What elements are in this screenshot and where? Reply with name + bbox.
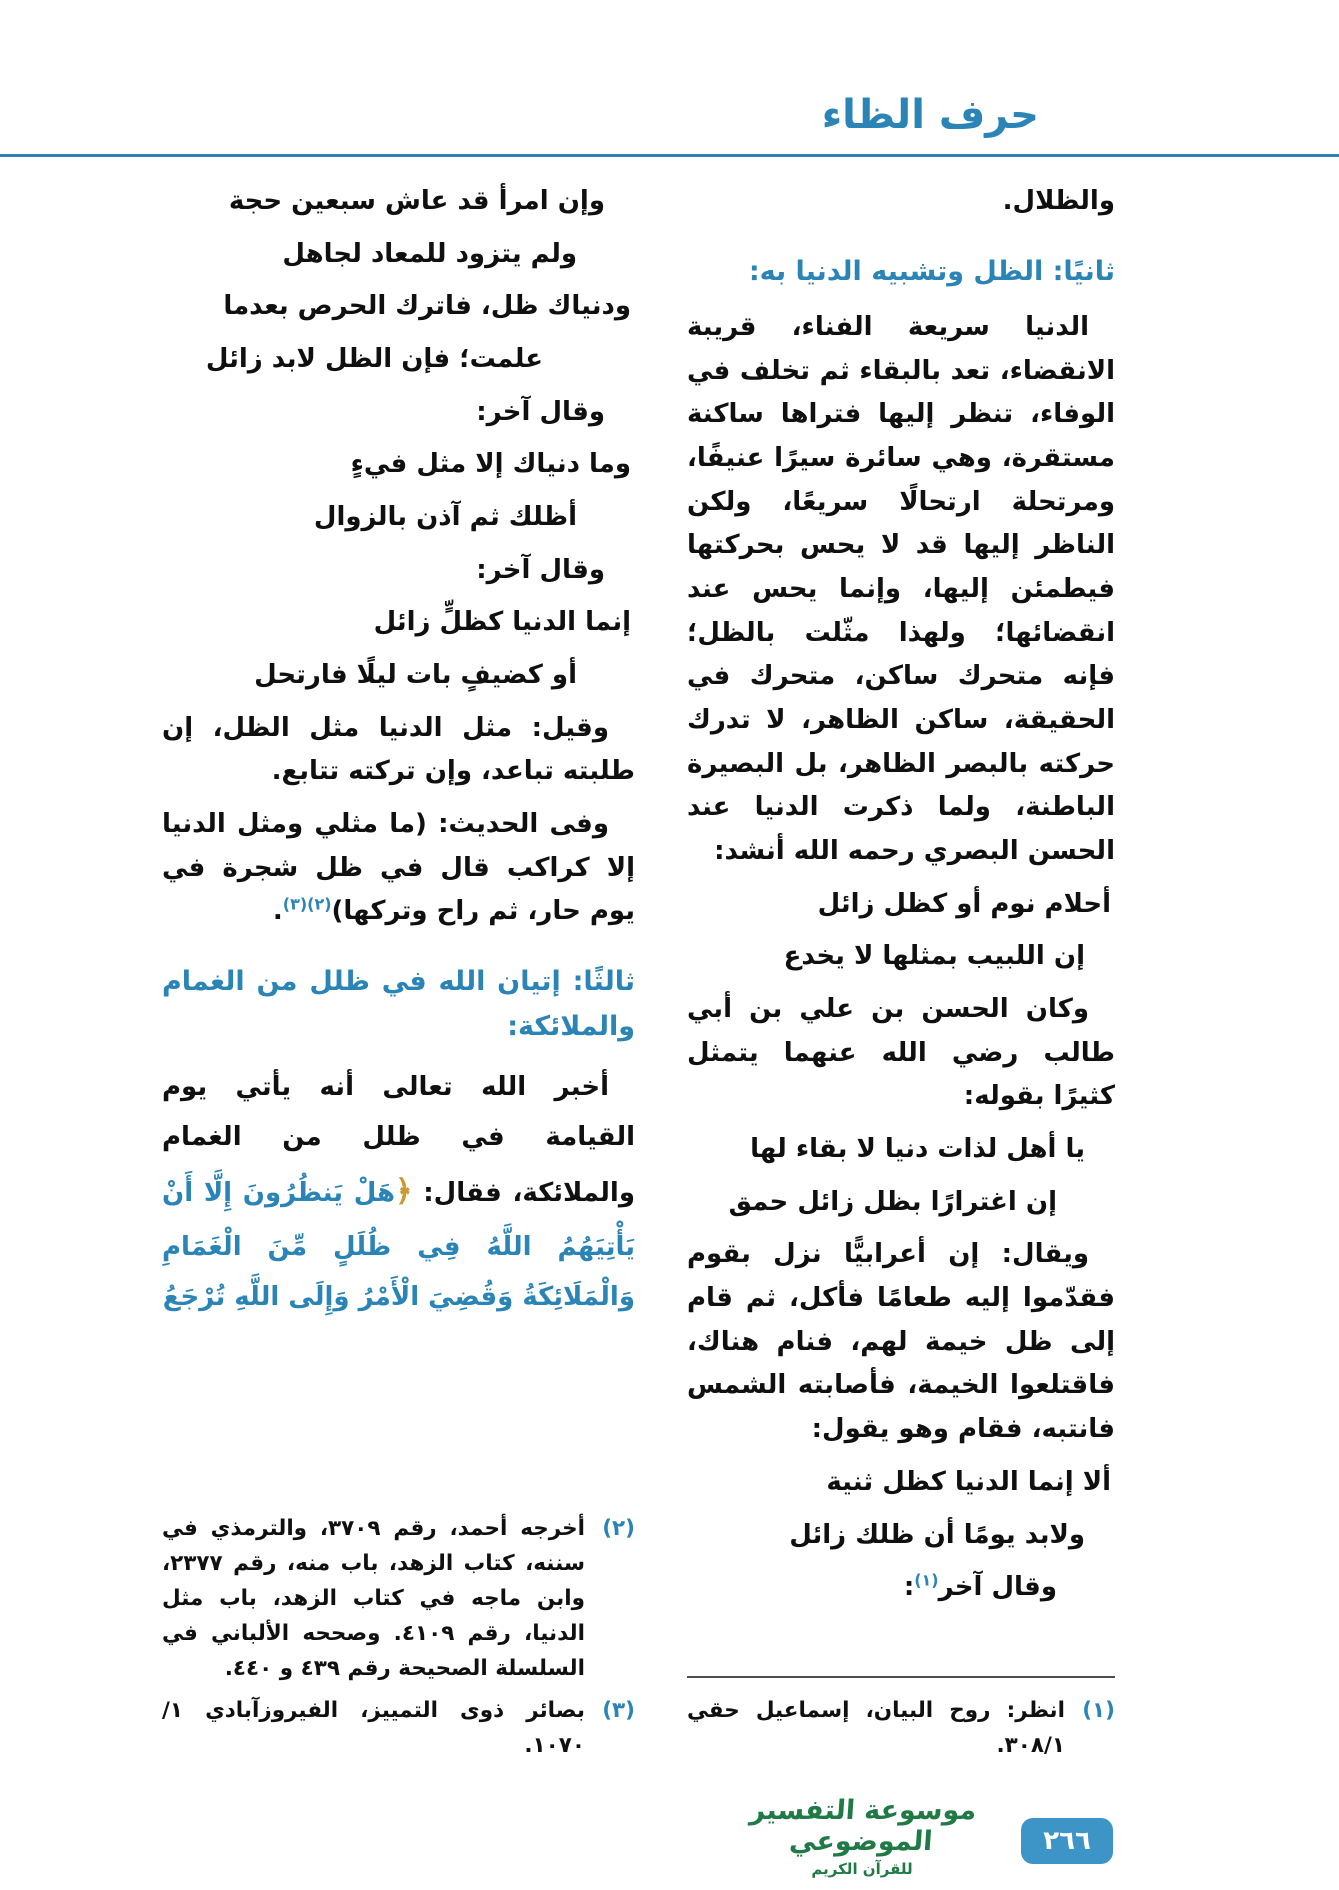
right-footnote-area — [687, 1676, 1115, 1772]
emblem-subtitle: للقرآن الكريم — [811, 1860, 913, 1878]
hadith-text: (ما مثلي ومثل الدنيا إلا كراكب قال في ظل شجرة في يوم حار، ثم راح وتركها) — [162, 809, 635, 927]
qala-akhar-colon: : — [903, 1572, 915, 1603]
header-divider — [0, 154, 1339, 157]
footnote-ref-1: (١) — [914, 1570, 939, 1590]
footnote-separator — [687, 1676, 1115, 1678]
footnote-item — [162, 1694, 635, 1764]
footnote-item — [687, 1694, 1115, 1764]
verse-line: ولابد يومًا أن ظلك زائل — [789, 1519, 1085, 1550]
qala-akhar-line — [687, 1566, 1115, 1610]
qala-akhar-text: وقال آخر — [938, 1572, 1057, 1603]
quran-paragraph — [162, 1062, 635, 1323]
verse-line: ولم يتزود للمعاد لجاهل — [282, 238, 577, 269]
continuation-paragraph: والظلال. — [1002, 186, 1115, 216]
section-heading-second: ثانيًا: الظل وتشبيه الدنيا به: — [748, 255, 1115, 287]
right-column — [687, 180, 1115, 1772]
verse-line: أظلك ثم آذن بالزوال — [313, 502, 577, 533]
verse-line: إن اغترارًا بظل زائل حمق — [728, 1186, 1057, 1217]
footnote-item — [162, 1512, 635, 1686]
hadith-paragraph — [162, 803, 635, 934]
verse-line: أحلام نوم أو كظل زائل — [817, 888, 1111, 919]
verse-line: إن اللبيب بمثلها لا يخدع — [783, 941, 1085, 972]
qala-akhar-line: وقال آخر: — [476, 396, 605, 427]
left-column — [162, 180, 635, 1772]
left-footnote-area — [162, 1512, 635, 1772]
section-heading-third: ثالثًا: إتيان الله في ظلل من الغمام والملائكة: — [162, 966, 635, 1043]
footnote-text: انظر: روح البيان، إسماعيل حقي ٣٠٨/١. — [687, 1698, 1065, 1759]
body-paragraph: وقيل: مثل الدنيا مثل الظل، إن طلبته تباعد، وإن تركته تتابع. — [162, 712, 635, 787]
footnote-marker: (٢) — [602, 1516, 635, 1542]
body-paragraph: ويقال: إن أعرابيًّا نزل بقوم فقدّموا إليه طعامًا فأكل، ثم قام إلى ظل خيمة لهم، فنام هناك، فاقتلعوا الخيمة، فأصابته الشمس فانتبه، فقام وهو يقول: — [687, 1239, 1115, 1445]
footnote-text: بصائر ذوى التمييز، الفيروزآبادي ١/ ١٠٧٠. — [162, 1698, 585, 1759]
qala-akhar-line: وقال آخر: — [476, 554, 605, 585]
footnote-marker: (٣) — [602, 1698, 635, 1724]
footnote-refs-2-3: (٢)(٣) — [282, 894, 332, 914]
verse-line: ألا إنما الدنيا كظل ثنية — [826, 1466, 1111, 1497]
verse-line: علمت؛ فإن الظل لابد زائل — [205, 344, 543, 375]
two-column-layout — [162, 180, 1115, 1772]
verse-line: إنما الدنيا كظلٍّ زائل — [373, 607, 631, 638]
hadith-suffix: . — [272, 896, 283, 927]
quran-intro: أخبر الله تعالى أنه يأتي يوم القيامة في ظلل من الغمام والملائكة، فقال: — [162, 1071, 635, 1209]
body-paragraph: وكان الحسن بن علي بن أبي طالب رضي الله عنهما يتمثل كثيرًا بقوله: — [687, 994, 1115, 1112]
footnote-marker: (١) — [1082, 1698, 1115, 1724]
page-number-badge: ٢٦٦ — [1021, 1818, 1113, 1864]
quran-open-bracket-icon: ﴿ — [394, 1174, 413, 1210]
verse-line: وما دنياك إلا مثل فيءٍ — [350, 449, 631, 480]
verse-line: يا أهل لذات دنيا لا بقاء لها — [750, 1134, 1085, 1165]
page-header-title: حرف الظاء — [821, 92, 1039, 138]
verse-line: أو كضيفٍ بات ليلًا فارتحل — [254, 660, 577, 691]
footnote-text: أخرجه أحمد، رقم ٣٧٠٩، والترمذي في سننه، كتاب الزهد، باب منه، رقم ٢٣٧٧، وابن ماجه في كتاب الزهد، باب مثل الدنيا، رقم ٤١٠٩. وصححه الألباني في السلسلة الصحيحة رقم ٤٣٩ و ٤٤٠. — [162, 1516, 585, 1681]
publisher-emblem — [737, 1795, 987, 1878]
body-paragraph: الدنيا سريعة الفناء، قريبة الانقضاء، تعد بالبقاء ثم تخلف في الوفاء، تنظر إليها فتراها ساكنة مستقرة، وهي سائرة سيرًا عنيفًا، ومرتحلة ارتحالًا سريعًا، ولكن الناظر إليها قد لا يحس بحركتها فيطمئن إليها، وإنما يحس عند انقضائها؛ ولهذا مثّلت بالظل؛ فإنه متحرك ساكن، متحرك في الحقيقة، ساكن الظاهر، لا تدرك حركته بالبصر الظاهر، بل البصيرة الباطنة، ولما ذكرت الدنيا عند الحسن البصري رحمه الله أنشد: — [687, 312, 1115, 867]
hadith-intro: وفى الحديث: — [426, 809, 609, 840]
verse-line: وإن امرأ قد عاش سبعين حجة — [228, 186, 605, 216]
quran-verse: هَلْ يَنظُرُونَ إِلَّا أَنْ يَأْتِيَهُمُ اللَّهُ فِي ظُلَلٍ مِّنَ الْغَمَامِ وَالْمَلَائِكَةُ وَقُضِيَ الْأَمْرُ وَإِلَى اللَّهِ تُرْجَعُ — [162, 1178, 635, 1313]
verse-line: ودنياك ظل، فاترك الحرص بعدما — [223, 291, 631, 322]
emblem-title: موسوعة التفسير الموضوعي — [748, 1794, 978, 1857]
